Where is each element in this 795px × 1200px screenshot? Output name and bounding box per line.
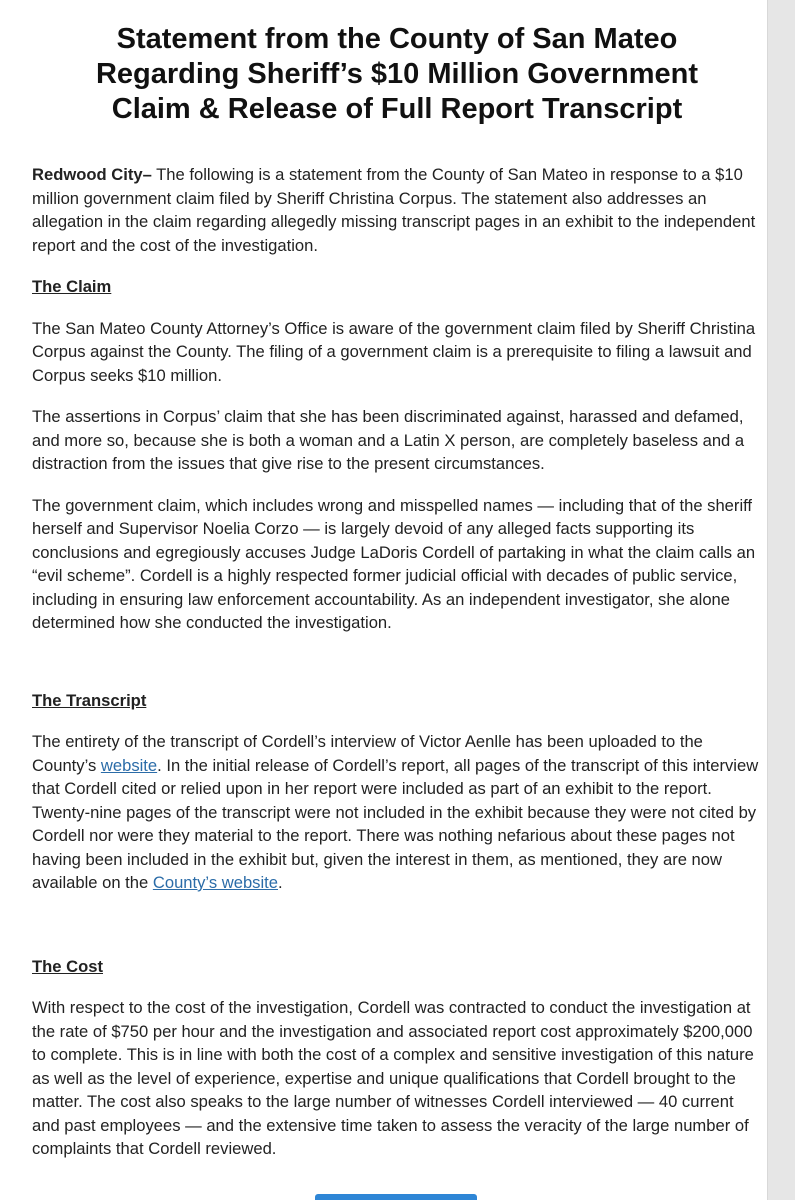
page-title <box>32 22 762 127</box>
county-website-link[interactable]: County’s website <box>152 873 278 892</box>
section-heading-cost: The Cost <box>32 956 103 976</box>
transcript-text-3: . <box>278 873 283 892</box>
section-spacer <box>32 913 762 955</box>
claim-paragraph-2: The assertions in Corpus’ claim that she has been discriminated against, harassed and defamed, and more so, because she is both a woman and a Latin X person, are completely baseless and a distraction from the issues that give rise to the present circumstances. <box>32 407 745 473</box>
bottom-action-button[interactable] <box>315 1194 477 1200</box>
title-line-3: Claim & Release of Full Report Transcript <box>111 93 683 125</box>
claim-paragraph-1: The San Mateo County Attorney’s Office is aware of the government claim filed by Sheriff Christina Corpus against the County. The filing of a government claim is a prerequisite to filing a lawsuit and Corpus seeks $10 million. <box>32 318 756 385</box>
section-spacer <box>32 653 762 689</box>
intro-paragraph <box>32 163 762 257</box>
dateline: Redwood City– <box>32 165 152 184</box>
claim-paragraph-3: The government claim, which includes wrong and misspelled names — including that of the sheriff herself and Supervisor Noelia Corzo — is largely devoid of any alleged facts supporting its conclusions and egregiously accuses Judge LaDoris Cordell of partaking in what the claim calls an “evil scheme”. Cordell is a highly respected former judicial official with decades of public service, including in ensuring law enforcement accountability. As an independent investigator, she alone determined how she conducted the investigation. <box>32 495 756 632</box>
cost-paragraph: With respect to the cost of the investigation, Cordell was contracted to conduct the investigation at the rate of $750 per hour and the investigation and associated report cost approximately $200,000 to complete. This is in line with both the cost of a complex and sensitive investigation of this nature as well as the level of experience, expertise and unique qualifications that Cordell brought to the matter. The cost also speaks to the large number of witnesses Cordell interviewed — 40 current and past employees — and the extensive time taken to assess the veracity of the large number of complaints that Cordell reviewed. <box>32 998 754 1158</box>
section-heading-transcript: The Transcript <box>32 690 147 710</box>
transcript-text-1: The entirety of the transcript of Cordell’s interview of Victor Aenlle has been uploaded to the County’s <box>32 732 703 775</box>
section-heading-claim: The Claim <box>32 277 112 296</box>
transcript-paragraph <box>32 730 762 895</box>
scrollbar[interactable] <box>767 0 795 1200</box>
intro-text: The following is a statement from the County of San Mateo in response to a $10 million government claim filed by Sheriff Christina Corpus. The statement also addresses an allegation in the claim regarding allegedly missing transcript pages in an exhibit to the independent report and the cost of the investigation. <box>32 165 756 255</box>
title-line-1: Statement from the County of San Mateo <box>116 23 678 55</box>
website-link[interactable]: website <box>100 755 158 775</box>
transcript-text-2: . In the initial release of Cordell’s report, all pages of the transcript of this interview that Cordell cited or relied upon in her report were included as part of an exhibit to the report. Twenty-nine pages of the transcript were not included in the exhibit because they were not cited by Cordell nor were they material to the report. There was nothing nefarious about these pages not having been included in the exhibit but, given the interest in them, as mentioned, they are now available on the <box>32 755 759 892</box>
title-line-2: Regarding Sheriff’s $10 Million Government <box>95 58 699 90</box>
article <box>32 22 762 1179</box>
